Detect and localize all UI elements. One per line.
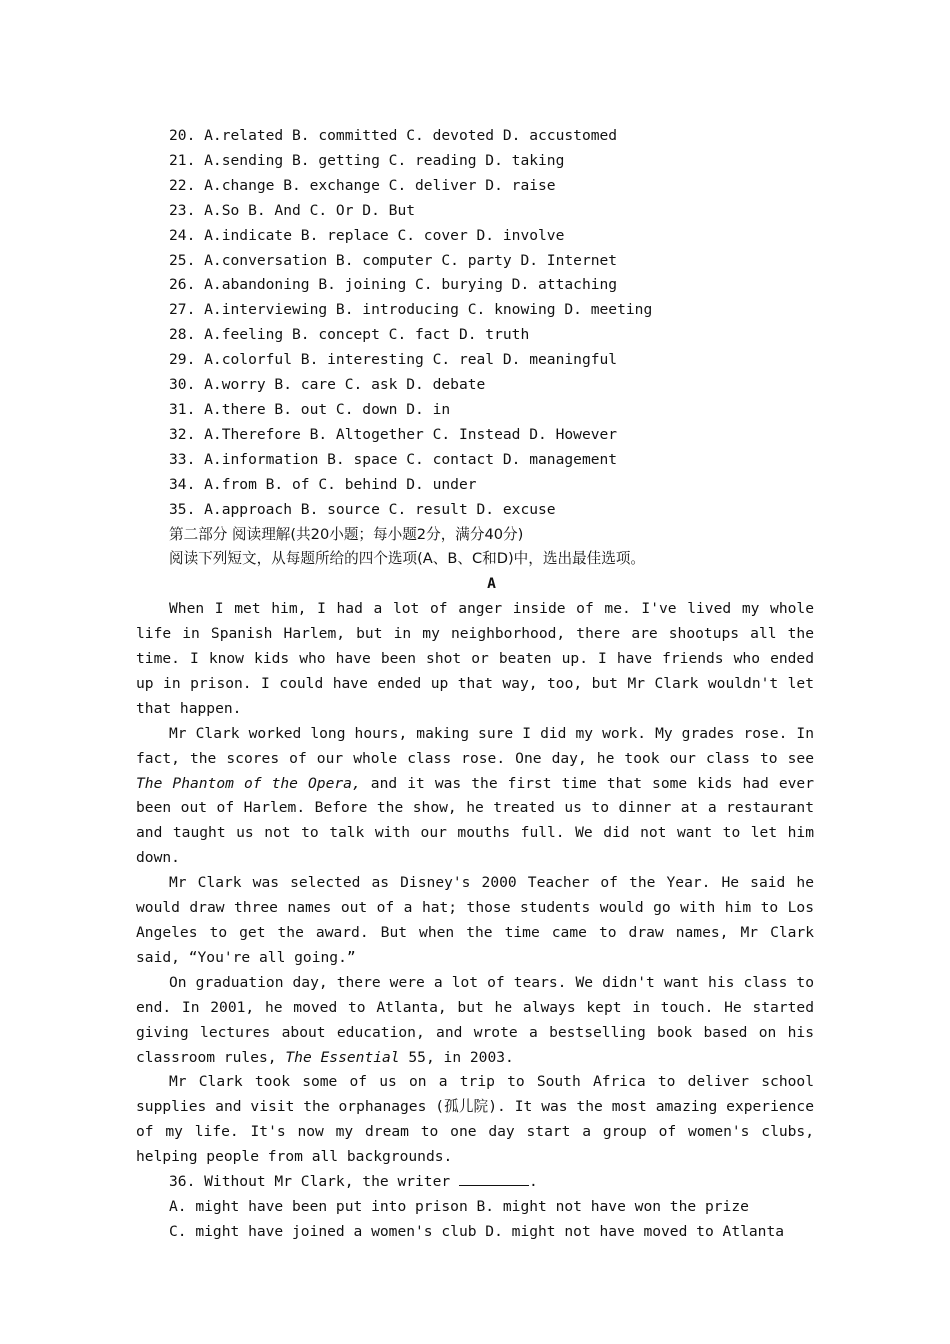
passage-paragraph-1: When I met him, I had a lot of anger inside of me. I've lived my whole life in Spanish Harlem, but in my neighborhood, there are shootups all the time. I know kids who have been shot or beaten up. I have friends who ended up in prison. I could have ended up that way, too, but Mr Clark wouldn't let that happen. xyxy=(136,600,814,717)
option-line-27: 27. A.interviewing B. introducing C. knowing D. meeting xyxy=(169,301,653,319)
section-instruction: 阅读下列短文，从每题所给的四个选项(A、B、C和D)中，选出最佳选项。 xyxy=(169,550,646,568)
paragraph-4-text-a: On graduation day, there were a lot of tears. We didn't want his class to end. In 2001, he moved to Atlanta, but he always kept in touch. He started giving lectures about education, and wrote a bestselling book based on his classroom rules, xyxy=(136,973,814,1066)
question-36-stem-end: . xyxy=(528,1173,538,1191)
cloze-options xyxy=(136,124,814,523)
option-line-29: 29. A.colorful B. interesting C. real D. meaningful xyxy=(169,351,618,369)
paragraph-4-text-b: 55, in 2003. xyxy=(399,1048,514,1066)
paragraph-2-text-b: and it was the first time that some kids had ever been out of Harlem. Before the show, he treated us to dinner at a restaurant and taught us not to talk with our mouths full. We did not want to let him down. xyxy=(136,774,814,867)
option-line-34: 34. A.from B. of C. behind D. under xyxy=(169,475,477,493)
option-line-21: 21. A.sending B. getting C. reading D. taking xyxy=(169,151,565,169)
option-line-32: 32. A.Therefore B. Altogether C. Instead D. However xyxy=(169,425,618,443)
question-36-options-ab: A. might have been put into prison B. might not have won the prize xyxy=(169,1197,749,1215)
option-line-30: 30. A.worry B. care C. ask D. debate xyxy=(169,376,486,394)
option-line-35: 35. A.approach B. source C. result D. excuse xyxy=(169,500,556,518)
answer-blank xyxy=(459,1171,529,1186)
question-36-stem-text: 36. Without Mr Clark, the writer xyxy=(169,1173,459,1191)
option-line-28: 28. A.feeling B. concept C. fact D. truth xyxy=(169,326,530,344)
option-line-33: 33. A.information B. space C. contact D. management xyxy=(169,450,618,468)
passage-paragraph-5: Mr Clark took some of us on a trip to South Africa to deliver school supplies and visit the orphanages (孤儿院). It was the most amazing experience of my life. It's now my dream to one day start a group of women's clubs, helping people from all backgrounds. xyxy=(136,1073,814,1166)
option-line-20: 20. A.related B. committed C. devoted D. accustomed xyxy=(169,127,618,144)
paragraph-2-text-a: Mr Clark worked long hours, making sure I did my work. My grades rose. In fact, the scores of our whole class rose. One day, he took our class to see xyxy=(136,724,814,767)
passage-paragraph-3: Mr Clark was selected as Disney's 2000 Teacher of the Year. He said he would draw three names out of a hat; those students would go with him to Los Angeles to get the award. But when the time came to draw names, Mr Clark said, “You're all going.” xyxy=(136,874,814,966)
book-title: The Essential xyxy=(285,1048,400,1066)
option-line-23: 23. A.So B. And C. Or D. But xyxy=(169,201,416,219)
exam-page xyxy=(136,124,814,1245)
question-36 xyxy=(136,1170,814,1245)
question-36-stem xyxy=(136,1170,814,1195)
question-36-options-cd: C. might have joined a women's club D. might not have moved to Atlanta xyxy=(169,1222,785,1240)
passage-paragraph-2 xyxy=(136,722,814,871)
passage-label: A xyxy=(487,575,496,593)
section-heading: 第二部分 阅读理解(共20小题；每小题2分，满分40分) xyxy=(169,525,524,543)
reading-passage xyxy=(136,597,814,1170)
option-line-24: 24. A.indicate B. replace C. cover D. involve xyxy=(169,226,565,244)
option-line-31: 31. A.there B. out C. down D. in xyxy=(169,400,451,418)
option-line-22: 22. A.change B. exchange C. deliver D. raise xyxy=(169,176,556,194)
passage-paragraph-4 xyxy=(136,971,814,1071)
option-line-25: 25. A.conversation B. computer C. party D. Internet xyxy=(169,251,618,269)
option-line-26: 26. A.abandoning B. joining C. burying D. attaching xyxy=(169,276,618,294)
musical-title: The Phantom of the Opera, xyxy=(136,774,361,792)
